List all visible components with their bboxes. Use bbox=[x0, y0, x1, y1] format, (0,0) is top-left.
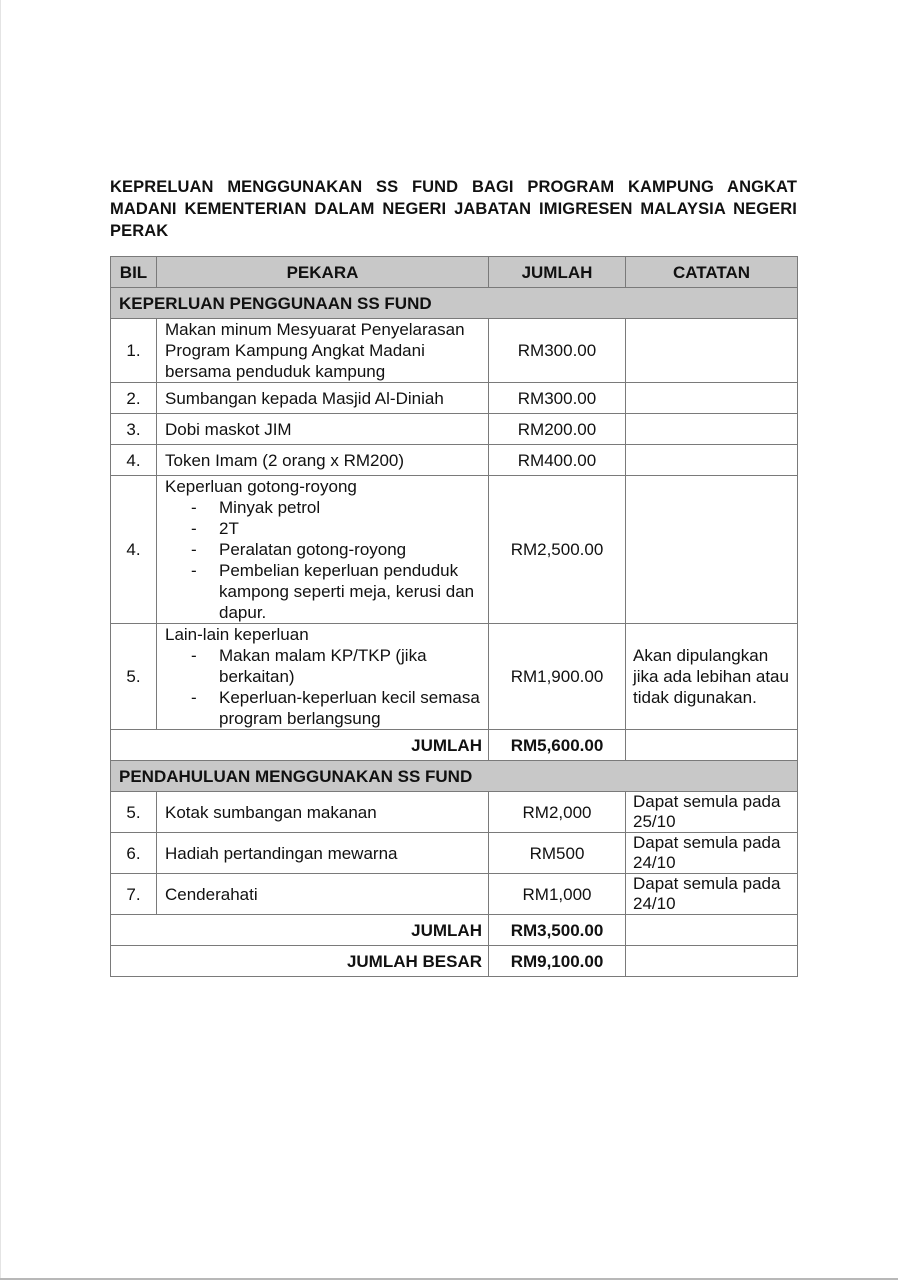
header-catatan: CATATAN bbox=[626, 257, 798, 288]
subtotal-row bbox=[111, 915, 798, 946]
cell-bil: 5. bbox=[111, 792, 157, 833]
cell-bil: 6. bbox=[111, 833, 157, 874]
item-heading: Keperluan gotong-royong bbox=[165, 477, 357, 496]
cell-catatan bbox=[626, 445, 798, 476]
cell-pekara: Dobi maskot JIM bbox=[157, 414, 489, 445]
sub-item-list bbox=[165, 497, 482, 623]
sub-item: - 2T bbox=[191, 518, 482, 539]
cell-catatan bbox=[626, 414, 798, 445]
sub-item: - Keperluan-keperluan kecil semasa program berlangsung bbox=[191, 687, 482, 729]
header-pekara: PEKARA bbox=[157, 257, 489, 288]
cell-pekara: Cenderahati bbox=[157, 874, 489, 915]
cell-pekara: Kotak sumbangan makanan bbox=[157, 792, 489, 833]
sub-item: - Minyak petrol bbox=[191, 497, 482, 518]
table-row bbox=[111, 874, 798, 915]
grand-total-row bbox=[111, 946, 798, 977]
cell-catatan bbox=[626, 319, 798, 383]
table-row bbox=[111, 383, 798, 414]
cell-jumlah: RM2,000 bbox=[489, 792, 626, 833]
page-edge bbox=[0, 0, 1, 1280]
cell-catatan: Dapat semula pada 24/10 bbox=[626, 833, 798, 874]
cell-bil: 1. bbox=[111, 319, 157, 383]
cell-pekara bbox=[157, 476, 489, 624]
subtotal-label: JUMLAH bbox=[111, 730, 489, 761]
sub-item-list bbox=[165, 645, 482, 729]
table-row bbox=[111, 624, 798, 730]
subtotal-value: RM5,600.00 bbox=[489, 730, 626, 761]
table-row bbox=[111, 833, 798, 874]
cell-jumlah: RM500 bbox=[489, 833, 626, 874]
grand-total-value: RM9,100.00 bbox=[489, 946, 626, 977]
budget-table bbox=[110, 256, 798, 977]
table-row bbox=[111, 319, 798, 383]
table-row bbox=[111, 445, 798, 476]
cell-catatan: Akan dipulangkan jika ada lebihan atau tidak digunakan. bbox=[626, 624, 798, 730]
subtotal-value: RM3,500.00 bbox=[489, 915, 626, 946]
cell-jumlah: RM2,500.00 bbox=[489, 476, 626, 624]
subtotal-row bbox=[111, 730, 798, 761]
cell-pekara: Sumbangan kepada Masjid Al-Diniah bbox=[157, 383, 489, 414]
cell-jumlah: RM300.00 bbox=[489, 319, 626, 383]
cell-bil: 5. bbox=[111, 624, 157, 730]
cell-jumlah: RM400.00 bbox=[489, 445, 626, 476]
section-heading: PENDAHULUAN MENGGUNAKAN SS FUND bbox=[111, 761, 798, 792]
cell-bil: 7. bbox=[111, 874, 157, 915]
header-bil: BIL bbox=[111, 257, 157, 288]
cell-pekara bbox=[157, 624, 489, 730]
table-header-row bbox=[111, 257, 798, 288]
table-row bbox=[111, 476, 798, 624]
item-heading: Lain-lain keperluan bbox=[165, 625, 309, 644]
cell-catatan bbox=[626, 383, 798, 414]
header-jumlah: JUMLAH bbox=[489, 257, 626, 288]
cell-bil: 4. bbox=[111, 476, 157, 624]
document bbox=[110, 176, 797, 977]
grand-total-label: JUMLAH BESAR bbox=[111, 946, 489, 977]
section-heading: KEPERLUAN PENGGUNAAN SS FUND bbox=[111, 288, 798, 319]
cell-bil: 4. bbox=[111, 445, 157, 476]
cell-jumlah: RM200.00 bbox=[489, 414, 626, 445]
subtotal-label: JUMLAH bbox=[111, 915, 489, 946]
cell-pekara: Hadiah pertandingan mewarna bbox=[157, 833, 489, 874]
document-title: KEPRELUAN MENGGUNAKAN SS FUND BAGI PROGRAM KAMPUNG ANGKAT MADANI KEMENTERIAN DALAM NEGERI JABATAN IMIGRESEN MALAYSIA NEGERI PERAK bbox=[110, 178, 797, 240]
table-row bbox=[111, 414, 798, 445]
cell-jumlah: RM1,900.00 bbox=[489, 624, 626, 730]
cell-catatan bbox=[626, 946, 798, 977]
sub-item: - Makan malam KP/TKP (jika berkaitan) bbox=[191, 645, 482, 687]
section-heading-row bbox=[111, 761, 798, 792]
cell-pekara: Token Imam (2 orang x RM200) bbox=[157, 445, 489, 476]
sub-item: - Pembelian keperluan penduduk kampong seperti meja, kerusi dan dapur. bbox=[191, 560, 482, 623]
cell-catatan bbox=[626, 915, 798, 946]
cell-catatan bbox=[626, 476, 798, 624]
cell-bil: 3. bbox=[111, 414, 157, 445]
section-heading-row bbox=[111, 288, 798, 319]
cell-catatan bbox=[626, 730, 798, 761]
cell-pekara: Makan minum Mesyuarat Penyelarasan Program Kampung Angkat Madani bersama penduduk kampung bbox=[157, 319, 489, 383]
cell-bil: 2. bbox=[111, 383, 157, 414]
cell-catatan: Dapat semula pada 24/10 bbox=[626, 874, 798, 915]
cell-jumlah: RM300.00 bbox=[489, 383, 626, 414]
cell-catatan: Dapat semula pada 25/10 bbox=[626, 792, 798, 833]
sub-item: - Peralatan gotong-royong bbox=[191, 539, 482, 560]
table-row bbox=[111, 792, 798, 833]
cell-jumlah: RM1,000 bbox=[489, 874, 626, 915]
